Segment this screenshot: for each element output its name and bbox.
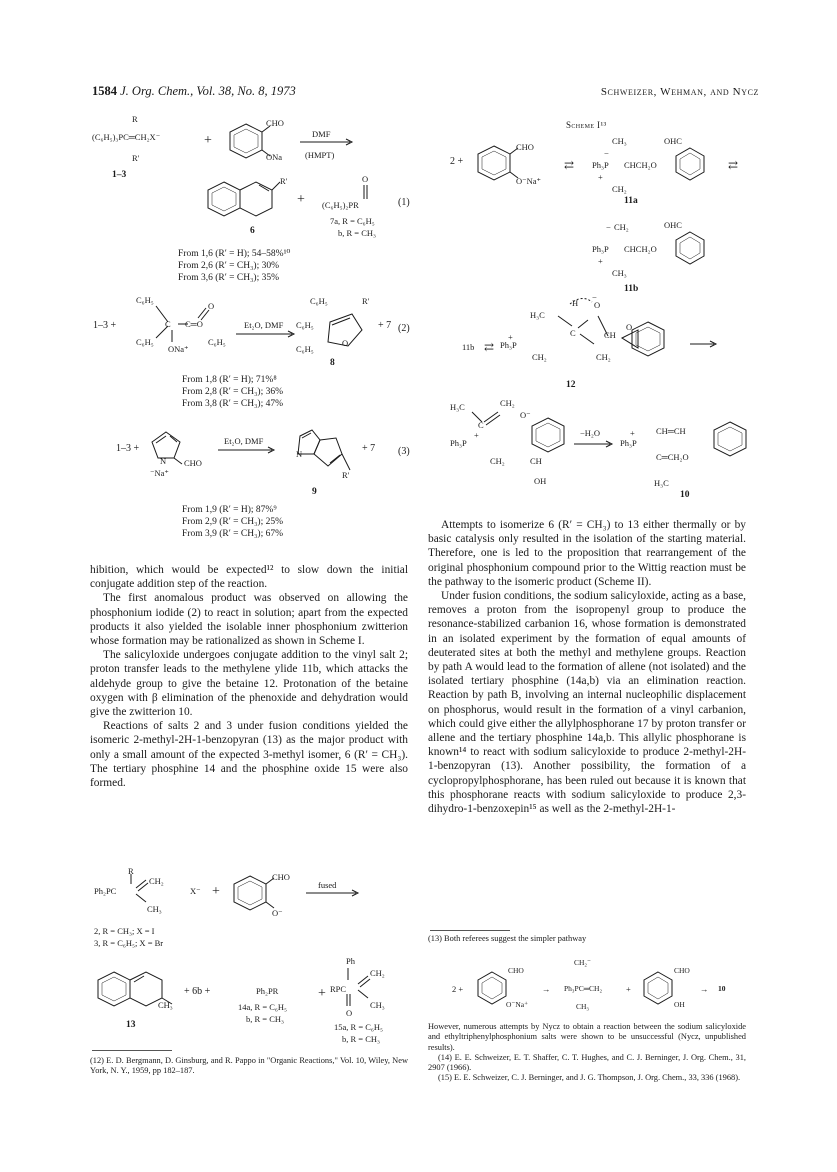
fn-eq-arrow-2: → bbox=[700, 984, 709, 994]
zw-ch2-b: CH₂ bbox=[490, 456, 505, 466]
eq2-prod-ph-2: C₆H₅ bbox=[296, 320, 314, 330]
eq3-yield-2: From 2,9 (R′ = CH₃); 25% bbox=[182, 517, 283, 527]
footnote-13-lead bbox=[428, 934, 746, 944]
eq1-oxide-7a: 7a, R = C₆H₅ bbox=[330, 216, 375, 226]
c10-ph3p: Ph₃P bbox=[620, 438, 637, 448]
left-paragraph-4: Reactions of salts 2 and 3 under fusion conditions yielded the isomeric 2-methyl-2H-1-benzopyran (13) as the major product with only a small amount of the expected 3-methyl isomer, 6 (R′ = CH₃). The tertiary phosphine 14 and the phosphine oxide 15 were also formed. bbox=[90, 720, 408, 790]
oxide-15-core: RPC bbox=[330, 984, 347, 994]
eq2-ring-o: O bbox=[342, 338, 349, 348]
eq2-yield-1: From 1,8 (R′ = H); 71%⁸ bbox=[182, 375, 277, 385]
zw-arrow-label: −H₂O bbox=[580, 428, 601, 438]
product-13-methyl: CH₃ bbox=[158, 1000, 173, 1010]
left-paragraph-2: The first anomalous product was observed on allowing the phosphonium iodide (2) to react in solution; apart from the expected products it also yielded the isolable inner phosphonium zwitterion whose formation may be rationalized as shown in Scheme I. bbox=[90, 592, 408, 648]
eq2-furan-ring bbox=[318, 306, 374, 356]
c11b-chch2o: CHCH₂O bbox=[624, 244, 657, 254]
eq3-number: (3) bbox=[398, 446, 410, 457]
c12-bonds bbox=[548, 296, 628, 366]
footnote-14: (14) E. E. Schweizer, E. T. Shaffer, C. T. Hughes, and C. J. Berninger, J. Org. Chem., 31, 2907 (1966). bbox=[428, 1052, 746, 1073]
eq1-arrow bbox=[300, 138, 356, 146]
plus-6b: + 6b + bbox=[184, 986, 211, 997]
schemeI-cho: CHO bbox=[516, 142, 534, 152]
eq1-product-6: 6 bbox=[250, 226, 255, 236]
eq2-c: C bbox=[165, 319, 171, 329]
fn-eq-ch3: CH₃ bbox=[576, 1002, 590, 1011]
eq2-prod-r: R′ bbox=[362, 296, 370, 306]
c12-o: O bbox=[594, 300, 601, 310]
c11b-minus: − bbox=[606, 222, 611, 232]
c11a-ph3p: Ph₃P bbox=[592, 160, 609, 170]
bottom-cho: CHO bbox=[272, 872, 290, 882]
zw-arrow bbox=[574, 440, 616, 448]
c12-arrow bbox=[690, 340, 720, 348]
c11b-ch3: CH₃ bbox=[612, 268, 627, 278]
fn-eq-arrow-1: → bbox=[542, 984, 551, 994]
eq1-plus: + bbox=[204, 133, 212, 148]
right-paragraph-2: Under fusion conditions, the sodium salicyloxide, acting as a base, removes a proton from the isopropenyl group to produce the resonance-stabilized carbanion 16, whose formation is demonstrated in an isolated experiment by the formation of equal amounts of deuterated sites at both the methyl and methylene groups. Reaction by path A would lead to the formation of allene (not isolated) and the isolated tertiary phosphine (14a,b) via an elimination reaction. Reaction by path B, involving an internal nucleophilic displacement on phosphorus, would result in the formation of a vinyl carbanion, which could give either the allylphosphorane 17 by proton transfer or allene and the tertiary phosphine 14a,b. This allylic phosphorane is known¹⁴ to react with sodium salicyloxide to produce 2-methyl-2H-1-benzopyran (13). Another possibility, the formation of a cyclopropylphosphorane, has been ruled out because it is known that this phosphorane reacts with sodium salicyloxide to produce 2,3-dihydro-1-benzoxepin¹⁵ as well as the 2-methyl-2H-1- bbox=[428, 590, 746, 816]
running-header-authors: Schweizer, Wehman, and Nycz bbox=[600, 86, 759, 98]
c11a-minus: − bbox=[604, 148, 609, 158]
eq3-product-9: 9 bbox=[312, 487, 317, 497]
c12-lead-11b: 11b bbox=[462, 342, 475, 352]
zw-plus: + bbox=[474, 430, 479, 440]
c10-chch: CH═CH bbox=[656, 426, 686, 436]
c10-ring bbox=[708, 418, 758, 468]
eq1-oxide-o: O bbox=[362, 174, 369, 184]
eq1-r-top: R bbox=[132, 114, 138, 124]
fn-eq-ylide: Ph₃PC═CH₂ bbox=[564, 984, 603, 993]
salt-3-def: 3, R = C₆H₅; X = Br bbox=[94, 938, 164, 948]
footnote-12 bbox=[90, 1056, 408, 1077]
eq2-ketone-bonds bbox=[152, 301, 215, 348]
c12-h: H bbox=[572, 298, 579, 308]
c12-plus: + bbox=[508, 332, 513, 342]
eq1-plus-2: + bbox=[297, 192, 305, 207]
eq3-lead: 1–3 + bbox=[116, 443, 140, 454]
eq1-cond-dmf: DMF bbox=[312, 129, 331, 139]
zw-oh: OH bbox=[534, 476, 547, 486]
c12-ring-o: O bbox=[626, 322, 633, 332]
c11a-ch2: CH₂ bbox=[612, 184, 627, 194]
fn-eq-ch2minus: CH₂⁻ bbox=[574, 958, 591, 967]
c11b-ohc: OHC bbox=[664, 220, 682, 230]
eq1-cho: CHO bbox=[266, 118, 284, 128]
c11a-chch2o: CHCH₂O bbox=[624, 160, 657, 170]
eq1-yield-3: From 3,6 (R′ = CH₃); 35% bbox=[178, 273, 279, 283]
plus-15: + bbox=[318, 986, 326, 1001]
c11b-ring bbox=[670, 228, 714, 268]
c12-ch2-b: CH₂ bbox=[596, 352, 611, 362]
footnote-12-text: (12) E. D. Bergmann, D. Ginsburg, and R. Pappo in "Organic Reactions," Vol. 10, Wiley, New York, N. Y., 1959, pp 182–187. bbox=[90, 1056, 408, 1076]
eq2-number: (2) bbox=[398, 323, 410, 334]
c11a-ch3: CH₃ bbox=[612, 136, 627, 146]
left-paragraph-3: The salicyloxide undergoes conjugate addition to the vinyl salt 2; proton transfer leads to the methylene ylide 11b, which attacks the aldehyde group to give the betaine 12. Protonation of the betaine oxygen with β elimination of the phenoxide and dehydration would give the zwitterion 10. bbox=[90, 649, 408, 719]
salt-ch2: CH₂ bbox=[149, 876, 164, 886]
eq1-cond-hmpt: (HMPT) bbox=[305, 150, 335, 160]
eq1-oxide-7b: b, R = CH₃ bbox=[338, 228, 376, 238]
bottom-plus: + bbox=[212, 884, 220, 899]
eq3-cho: CHO bbox=[184, 458, 202, 468]
zw-phenoxide: O⁻ bbox=[520, 410, 531, 420]
eq2-arrow bbox=[236, 330, 298, 338]
eq2-product-8: 8 bbox=[330, 358, 335, 368]
eq1-yield-1: From 1,6 (R′ = H); 54–58%¹⁰ bbox=[178, 249, 291, 259]
eq2-ph-1: C₆H₅ bbox=[136, 295, 154, 305]
eq1-r-prime: R′ bbox=[280, 176, 288, 186]
eq2-tail: + 7 bbox=[378, 320, 392, 331]
c10-h3c: H₃C bbox=[654, 478, 669, 488]
schemeI-ona: O⁻Na⁺ bbox=[516, 176, 542, 186]
zw-ph3p: Ph₃P bbox=[450, 438, 467, 448]
footnote-13-lead-text: (13) Both referees suggest the simpler pathway bbox=[428, 934, 587, 943]
bottom-arrow bbox=[306, 889, 362, 897]
eq1-ona: ONa bbox=[266, 152, 283, 162]
salt-r: R bbox=[128, 866, 134, 876]
left-paragraph-1: hibition, which would be expected¹² to slow down the initial conjugate addition step of the reaction. bbox=[90, 564, 408, 591]
fn-eq-lead: 2 + bbox=[452, 984, 464, 994]
phosphine-14b: b, R = CH₃ bbox=[246, 1014, 284, 1024]
c11b-plus: + bbox=[598, 256, 603, 266]
c12-label: 12 bbox=[566, 380, 576, 390]
footnote-divider-right bbox=[430, 930, 510, 931]
eq2-conditions: Et₂O, DMF bbox=[244, 320, 284, 330]
c11b-ch2: CH₂ bbox=[614, 222, 629, 232]
bottom-phenoxide-o: O⁻ bbox=[272, 908, 283, 918]
salt-core: Ph₂PC bbox=[94, 886, 117, 896]
fn-eq-oh: OH bbox=[674, 1000, 685, 1009]
eq2-ph-3: C₆H₅ bbox=[208, 337, 226, 347]
eq3-conditions: Et₂O, DMF bbox=[224, 436, 264, 446]
c11b-label: 11b bbox=[624, 284, 639, 294]
eq2-o: O bbox=[208, 301, 215, 311]
eq1-cpd-1-3: 1–3 bbox=[112, 170, 127, 180]
eq3-yield-3: From 3,9 (R′ = CH₃); 67% bbox=[182, 529, 283, 539]
c11a-ring bbox=[670, 144, 714, 184]
eq3-tail: + 7 bbox=[362, 443, 376, 454]
oxide-15a: 15a, R = C₆H₅ bbox=[334, 1022, 383, 1032]
eq1-number: (1) bbox=[398, 197, 410, 208]
eq2-prod-ph-1: C₆H₅ bbox=[310, 296, 328, 306]
c12-c: C bbox=[570, 328, 576, 338]
page-number: 1584 bbox=[92, 84, 117, 98]
oxide-15-ph: Ph bbox=[346, 956, 355, 966]
eq3-na: ⁻Na⁺ bbox=[150, 468, 169, 478]
eq2-yield-3: From 3,8 (R′ = CH₃); 47% bbox=[182, 399, 283, 409]
fn-eq-ona: O⁻Na⁺ bbox=[506, 1000, 529, 1009]
eq3-arrow bbox=[218, 446, 278, 454]
footnote-divider-left bbox=[92, 1050, 172, 1051]
zw-h3c: H₃C bbox=[450, 402, 465, 412]
eq2-co: C═O bbox=[185, 319, 203, 329]
phosphine-14a: 14a, R = C₆H₅ bbox=[238, 1002, 287, 1012]
product-13-label: 13 bbox=[126, 1020, 136, 1030]
salt-ch3: CH₃ bbox=[147, 904, 162, 914]
oxide-15-ch2: CH₂ bbox=[370, 968, 385, 978]
c11a-ohc: OHC bbox=[664, 136, 682, 146]
zw-ch: CH bbox=[530, 456, 542, 466]
c11a-plus: + bbox=[598, 172, 603, 182]
journal-citation: J. Org. Chem., Vol. 38, No. 8, 1973 bbox=[120, 84, 296, 98]
eq3-yield-1: From 1,9 (R′ = H); 87%⁹ bbox=[182, 505, 277, 515]
running-header-left bbox=[92, 84, 296, 99]
schemeI-lead: 2 + bbox=[450, 156, 464, 167]
eq1-reactant: (C₆H₅)₃PC═CH₂X⁻ bbox=[92, 132, 161, 142]
eq-arrow-3: ⇄ bbox=[484, 340, 495, 354]
eq1-oxide: (C₆H₅)₂PR bbox=[322, 200, 359, 210]
eq3-pyrrole-n: N bbox=[160, 456, 167, 466]
footnotes-right-block bbox=[428, 1022, 746, 1084]
c12-ch2-a: CH₂ bbox=[532, 352, 547, 362]
eq-arrow-2: ⇄ bbox=[728, 158, 739, 172]
fn-eq-plus: + bbox=[626, 984, 631, 994]
c11a-label: 11a bbox=[624, 196, 638, 206]
eq2-ph-2: C₆H₅ bbox=[136, 337, 154, 347]
eq1-po-double-bond bbox=[362, 185, 370, 201]
footnote-13-tail: However, numerous attempts by Nycz to obtain a reaction between the sodium salicyloxide and ethyltriphenylphosphonium salts were shown to be unsuccessful (Nycz, unpublished results). bbox=[428, 1022, 746, 1052]
c12-h3c: H₃C bbox=[530, 310, 545, 320]
c10-label: 10 bbox=[680, 490, 690, 500]
right-column-body bbox=[428, 518, 746, 816]
salt-anion: X⁻ bbox=[190, 886, 201, 896]
oxide-15-o: O bbox=[346, 1008, 353, 1018]
left-column-body bbox=[90, 563, 408, 790]
zw-ch2: CH₂ bbox=[500, 398, 515, 408]
fn-eq-cho-2: CHO bbox=[674, 966, 690, 975]
eq2-lead: 1–3 + bbox=[93, 320, 117, 331]
scheme-I-label: Scheme I¹³ bbox=[566, 120, 607, 130]
eq2-ona: ONa⁺ bbox=[168, 344, 189, 354]
eq2-yield-2: From 2,8 (R′ = CH₃); 36% bbox=[182, 387, 283, 397]
fn-eq-cho-1: CHO bbox=[508, 966, 524, 975]
bottom-cond: fused bbox=[318, 880, 337, 890]
c11b-ph3p: Ph₃P bbox=[592, 244, 609, 254]
footnote-15: (15) E. E. Schweizer, C. J. Berninger, and J. G. Thompson, J. Org. Chem., 33, 336 (1968). bbox=[438, 1073, 741, 1083]
eq1-yield-2: From 2,6 (R′ = CH₃); 30% bbox=[178, 261, 279, 271]
oxide-15-ch3: CH₃ bbox=[370, 1000, 385, 1010]
eq2-prod-ph-3: C₆H₅ bbox=[296, 344, 314, 354]
oxide-15b: b, R = CH₃ bbox=[342, 1034, 380, 1044]
eq-arrow-1: ⇄ bbox=[564, 158, 575, 172]
c12-ch: CH bbox=[604, 330, 616, 340]
eq3-product-r: R′ bbox=[342, 470, 350, 480]
eq3-product-n: N bbox=[296, 449, 303, 459]
fn-eq-10: 10 bbox=[718, 984, 726, 993]
right-paragraph-1: Attempts to isomerize 6 (R′ = CH₃) to 13 either thermally or by basic catalysis only resulted in the isolation of the starting material. Therefore, one is led to the proposition that rearrangement of the original phosphonium compound prior to the Wittig reaction must be the pathway to the isomeric product (Scheme II). bbox=[428, 519, 746, 588]
zw-ring bbox=[526, 414, 572, 460]
eq1-r-bottom: R′ bbox=[132, 153, 140, 163]
c10-cch2o: C═CH₂O bbox=[656, 452, 689, 462]
c12-ph3p: Ph₃P bbox=[500, 340, 517, 350]
salt-2-def: 2, R = CH₃; X = I bbox=[94, 926, 155, 936]
phosphine-14: Ph₂PR bbox=[256, 986, 279, 996]
c10-plus: + bbox=[630, 428, 635, 438]
c12-minus: − bbox=[592, 292, 597, 302]
zw-c: C bbox=[478, 420, 484, 430]
